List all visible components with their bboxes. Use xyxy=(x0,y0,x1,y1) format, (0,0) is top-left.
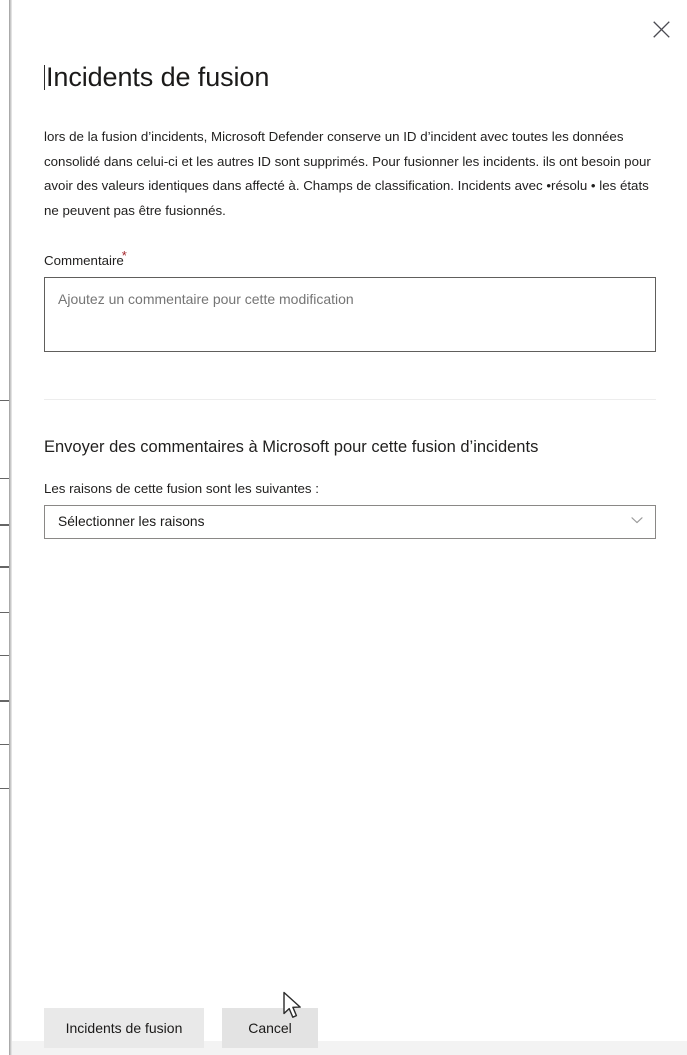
section-divider xyxy=(44,399,656,400)
required-asterisk: * xyxy=(121,248,127,263)
chevron-down-icon xyxy=(629,512,645,533)
page-title xyxy=(44,62,269,93)
reasons-select[interactable] xyxy=(44,505,656,539)
reasons-select-value: Sélectionner les raisons xyxy=(58,514,205,529)
comment-field-block xyxy=(44,248,655,352)
title-text-caret xyxy=(44,65,45,90)
reasons-select-label: Les raisons de cette fusion sont les suivantes : xyxy=(44,481,319,496)
close-icon[interactable] xyxy=(641,10,681,48)
comment-label xyxy=(44,248,127,270)
merge-incidents-button[interactable]: Incidents de fusion xyxy=(44,1008,204,1048)
dialog-description: lors de la fusion d’incidents, Microsoft Defender conserve un ID d’incident avec toutes les données consolidé dans celui-ci et les autres ID sont supprimés. Pour fusionner les incidents. ils ont besoin pour avoir des valeurs identiques dans affecté à. Champs de classification. Incidents avec •résolu • les états ne peuvent pas être fusionnés. xyxy=(44,129,651,218)
cancel-button[interactable]: Cancel xyxy=(222,1008,318,1048)
comment-input[interactable] xyxy=(44,277,656,352)
dialog-header xyxy=(12,0,687,118)
dialog-footer xyxy=(12,1000,687,1055)
page-title-text: Incidents de fusion xyxy=(46,62,270,92)
dialog-body xyxy=(12,118,687,1000)
comment-label-text: Commentaire xyxy=(44,253,124,268)
merge-incidents-flyout xyxy=(12,0,687,1055)
background-page-bleed xyxy=(0,0,9,1055)
feedback-section-heading: Envoyer des commentaires à Microsoft pour cette fusion d’incidents xyxy=(44,438,539,456)
